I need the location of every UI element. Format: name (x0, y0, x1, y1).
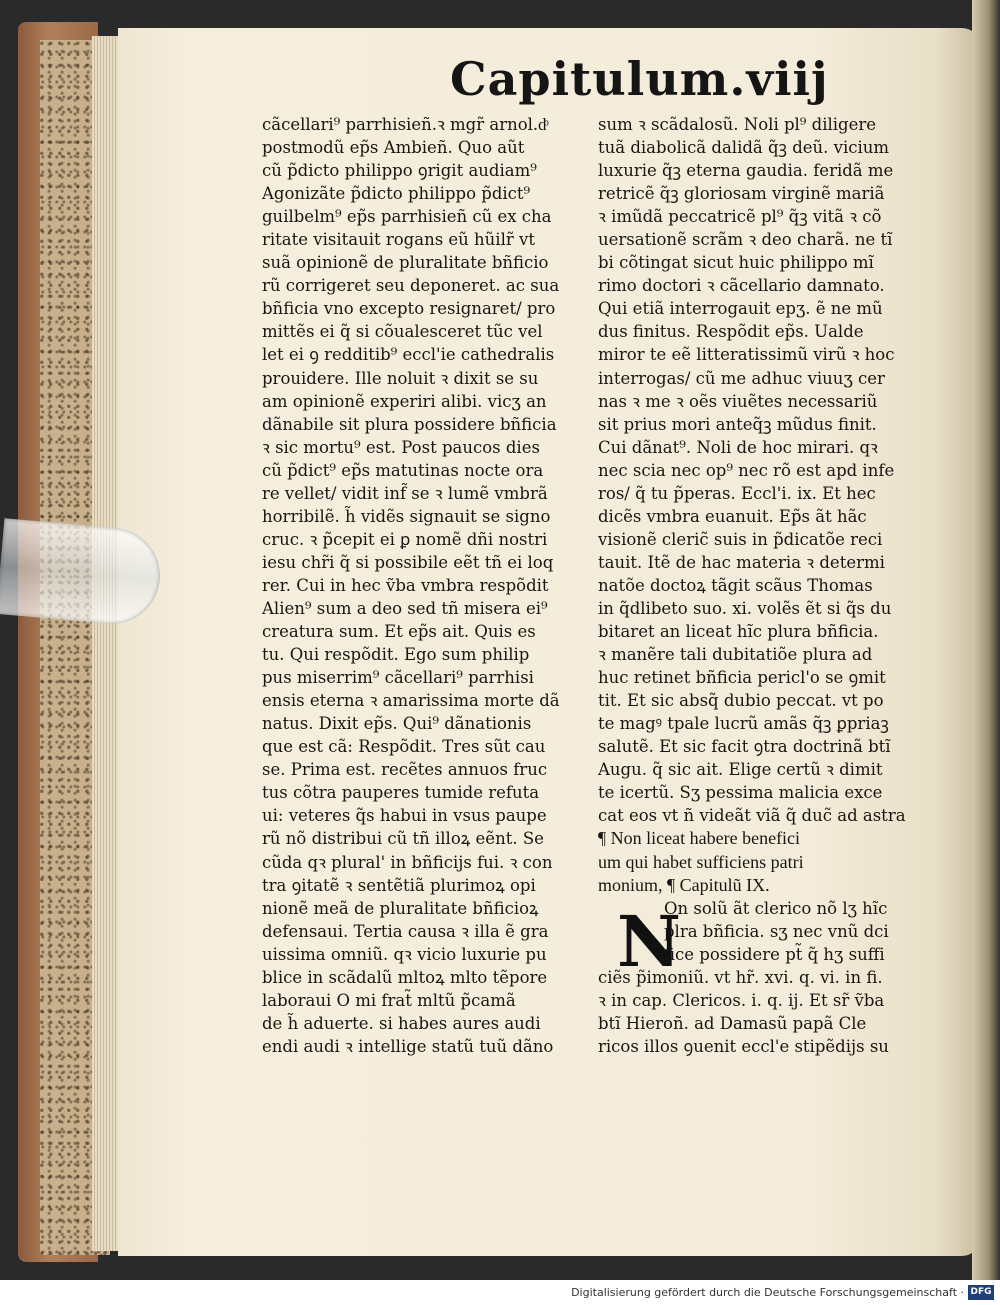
left-column-line: tu. Qui respõdit. Ego sum philip (262, 645, 530, 665)
page-title: Capitulum.viij (450, 52, 829, 106)
right-column-line: ꝛ imũdã peccatricẽ pl⁹ q̃ꝫ vitã ꝛ cõ (598, 207, 882, 227)
right-column-line: cat eos vt ñ videãt viã q̃ duc̃ ad astra (598, 806, 906, 826)
left-column-line: mittẽs ei q̃ si cõualesceret tũc vel (262, 322, 543, 342)
left-column-line: ui: veteres q̃s habui in vsus paupe (262, 806, 547, 826)
right-column-line: retricẽ q̃ꝫ gloriosam virginẽ mariã (598, 184, 885, 204)
left-column-line: cũ p̃dicto philippo ꝯrigit audiam⁹ (262, 161, 537, 181)
right-column-line: in q̃dlibeto suo. xi. volẽs ẽt si q̃s du (598, 598, 892, 618)
left-column-line: que est cã: Respõdit. Tres sũt cau (262, 737, 546, 757)
right-column-line: Augu. q̃ sic ait. Elige certũ ꝛ dimit (598, 760, 883, 780)
right-column-line: ꝛ manẽre tali dubitatiõe plura ad (598, 645, 873, 665)
right-column-line: uersationẽ scrãm ꝛ deo charã. ne tĩ (598, 230, 893, 250)
left-column-line: rer. Cui in hec ṽba vmbra respõdit (262, 575, 549, 595)
right-column-line: plra bñficia. sʒ nec vnũ dci (664, 921, 889, 941)
right-column-line: btĩ Hieroñ. ad Damasũ papã Cle (598, 1013, 867, 1033)
left-column-line: ensis eterna ꝛ amarissima morte dã (262, 691, 560, 711)
left-column-line: pus miserrim⁹ cãcellari⁹ parrhisi (262, 668, 534, 688)
right-column-line: huc retinet bñficia pericl'o se ꝯmit (598, 668, 886, 688)
left-column-line: rũ corrigeret seu deponeret. ac sua (262, 276, 560, 296)
left-column-line: endi audi ꝛ intellige statũ tuũ dãno (262, 1036, 554, 1056)
right-column-line: ¶ Non liceat habere benefici (598, 828, 801, 849)
left-column-line: cruc. ꝛ p̃cepit ei ꝑ nomẽ dñi nostri (262, 529, 548, 549)
right-column-line: dus finitus. Respõdit ep̃s. Ualde (598, 322, 864, 342)
right-page-edge (972, 0, 1000, 1280)
right-column-line: dicẽs vmbra euanuit. Ep̃s ãt hãc (598, 506, 867, 526)
left-column-line: cũ p̃dict⁹ ep̃s matutinas nocte ora (262, 460, 544, 480)
right-column-line: luxurie q̃ꝫ eterna gaudia. feridã me (598, 161, 894, 181)
right-column-line: ros/ q̃ tu p̃peras. Eccl'i. ix. Et hec (598, 483, 876, 503)
right-column-line: rimo doctori ꝛ cãcellario damnato. (598, 276, 885, 296)
left-column-line: dãnabile sit plura possidere bñficia (262, 414, 557, 434)
right-column-line: bi cõtingat sicut huic philippo mĩ (598, 253, 874, 273)
right-column-line: nas ꝛ me ꝛ oẽs viuẽtes necessariũ (598, 391, 878, 411)
left-column-line: ꝛ sic mortu⁹ est. Post paucos dies (262, 437, 540, 457)
footer-bar (0, 1282, 1000, 1305)
right-column-line: ciẽs p̃imoniũ. vt hr̃. xvi. q. vi. in fi. (598, 967, 883, 987)
right-column-line: Qui etiã interrogauit epʒ. ẽ ne mũ (598, 299, 883, 319)
left-column-line: rũ nõ distribui cũ tñ illoꝝ eẽnt. Se (262, 829, 544, 849)
right-column-line: fice possidere pt̃ q̃ hʒ suffi (664, 944, 885, 964)
left-column-line: am opinionẽ experiri alibi. vicʒ an (262, 391, 547, 411)
right-column-line: bitaret an liceat hĩc plura bñficia. (598, 622, 879, 642)
left-column-line: cũda qꝛ plural' in bñficijs fui. ꝛ con (262, 852, 553, 872)
left-column-line: creatura sum. Et ep̃s ait. Quis es (262, 622, 536, 642)
right-column-line: te icertũ. Sʒ pessima malicia exce (598, 783, 883, 803)
drop-cap-initial: N (617, 900, 681, 983)
dfg-logo-icon: DFG (968, 1285, 994, 1300)
right-column-line: interrogas/ cũ me adhuc viuuʒ cer (598, 368, 885, 388)
left-column-line: Alien⁹ sum a deo sed tñ misera ei⁹ (262, 598, 548, 618)
right-column-line: tit. Et sic absq̃ dubio peccat. vt po (598, 691, 884, 711)
right-column-line: visionẽ cleric̃ suis in p̃dicatõe reci (598, 529, 883, 549)
left-column-line: de h̃ aduerte. si habes aures audi (262, 1013, 541, 1033)
left-column-line: Agonizãte p̃dicto philippo p̃dict⁹ (262, 184, 531, 204)
right-column-line: miror te eẽ litteratissimũ virũ ꝛ hoc (598, 345, 895, 365)
left-column-line: nionẽ meã de pluralitate bñficioꝝ (262, 898, 539, 918)
right-column-line: salutẽ. Et sic facit ꝯtra doctrinã btĩ (598, 737, 891, 757)
left-column-line: guilbelm⁹ ep̃s parrhisieñ cũ ex cha (262, 207, 552, 227)
right-column-line: sum ꝛ scãdalosũ. Noli pl⁹ diligere (598, 115, 877, 134)
right-column-line: natõe doctoꝝ tãgit scãus Thomas (598, 575, 873, 595)
left-column-line: natus. Dixit ep̃s. Qui⁹ dãnationis (262, 714, 532, 734)
footer-credit: Digitalisierung gefördert durch die Deutsche Forschungsgemeinschaft · (571, 1286, 964, 1299)
left-column-line: uissima omniũ. qꝛ vicio luxurie pu (262, 944, 547, 964)
left-column-line: bñficia vno excepto resignaret/ pro (262, 299, 556, 319)
left-column-line: prouidere. Ille noluit ꝛ dixit se su (262, 368, 539, 388)
left-column-line: cãcellari⁹ parrhisieñ.ꝛ mgr̃ arnol.dͦ (262, 115, 547, 134)
right-column-line: sit prius mori anteq̃ꝫ mũdus finit. (598, 414, 877, 434)
left-column-line: re vellet/ vidit inf̃ se ꝛ lumẽ vmbrã (262, 483, 548, 503)
left-column-line: postmodũ ep̃s Ambieñ. Quo aũt (262, 138, 525, 158)
left-column-line: se. Prima est. recẽtes annuos fruc (262, 760, 548, 780)
left-column-line: let ei ꝯ redditib⁹ eccl'ie cathedralis (262, 345, 555, 365)
left-column-line: suã opinionẽ de pluralitate bñficio (262, 253, 549, 273)
right-column-line: tauit. Itẽ de hac materia ꝛ determi (598, 552, 885, 572)
right-column-line: ꝛ in cap. Clericos. i. q. ij. Et sr̃ ṽba (598, 990, 885, 1010)
left-column-line: tus cõtra pauperes tumide refuta (262, 783, 540, 803)
right-column-line: monium, ¶ Capitulũ IX. (598, 874, 770, 895)
left-column-line: ritate visitauit rogans eũ hũilr̃ vt (262, 230, 535, 250)
left-column-line: tra ꝯitatẽ ꝛ sentẽtiã plurimoꝝ opi (262, 875, 536, 895)
text-column-left (262, 113, 594, 1058)
right-column-line: te magꝰ tpale lucrũ amãs q̃ꝫ ꝑpriaꝫ (598, 714, 889, 734)
left-column-line: defensaui. Tertia causa ꝛ illa ẽ gra (262, 921, 549, 941)
right-column-line: um qui habet sufficiens patri (598, 851, 804, 872)
right-column-line: Cui dãnat⁹. Noli de hoc mirari. qꝛ (598, 437, 878, 457)
right-column-line: ricos illos ꝯuenit eccl'e stipẽdijs su (598, 1036, 889, 1056)
right-column-line: tuã diabolicã dalidã q̃ꝫ deũ. vicium (598, 138, 890, 158)
left-column-line: laboraui O mi frat̃ mltũ p̃camã (262, 990, 516, 1010)
right-column-line: On solũ ãt clerico nõ lʒ hĩc (664, 898, 888, 918)
right-column-line: nec scia nec op⁹ nec rõ est apd infe (598, 460, 895, 480)
left-column-line: horribilẽ. h̃ vidẽs signauit se signo (262, 506, 551, 526)
left-column-line: blice in scãdalũ mltoꝝ mlto tẽpore (262, 967, 548, 987)
left-column-line: iesu chr̃i q̃ si possibile eẽt tñ ei loq (262, 552, 554, 572)
